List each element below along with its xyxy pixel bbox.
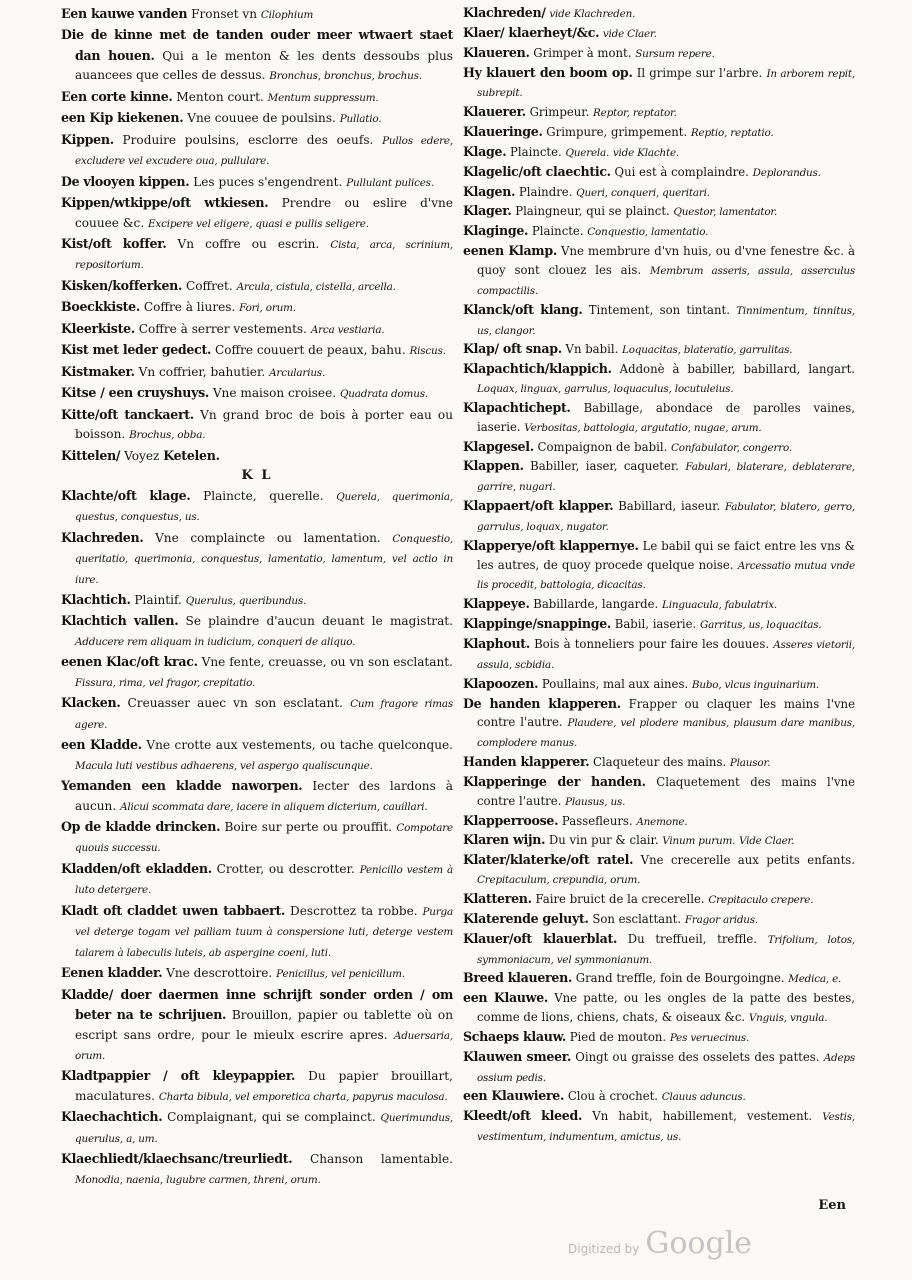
entry-latin: vide Klachreden. [549,8,636,20]
entry-latin: In arborem repit, subrepit. [477,67,855,100]
entry-headword: Kippen. [61,131,114,147]
entry-french: Vne membrure d'vn huis, ou d'vne fenestre &c. à quoy sont clouez les ais. [477,244,855,277]
entry-headword: Kladtpappier / oft kleypappier. [61,1068,296,1084]
entry-headword: Klagen. [463,183,516,199]
entry-french: Fronset vn [191,7,258,21]
dictionary-entry [463,202,855,222]
entry-french: Babillard, iaseur. [618,499,721,514]
entry-headword: eenen Klamp. [463,243,557,259]
entry-latin: Quadrata domus. [339,388,428,401]
dictionary-entry [61,362,453,383]
entry-french: Vne maison croisee. [212,386,337,401]
entry-french: Claquetement des mains l'vne contre l'autre. [477,774,856,808]
dictionary-entry [61,108,453,129]
dictionary-entry [61,234,453,276]
entry-headword: Klaechachtich. [61,1109,163,1125]
entry-headword: Klaphout. [463,636,530,651]
dictionary-entry [61,859,453,901]
entry-latin: Deplorandus. [752,166,821,179]
entry-french: Plaingneur, qui se plainct. [515,204,670,219]
dictionary-entry [61,985,453,1067]
entry-french: Iecter des lardons à aucun. [75,779,453,813]
entry-headword: Klapgesel. [463,438,534,454]
dictionary-entry [61,735,453,776]
entry-french: Coffre couuert de peaux, bahu. [214,343,406,358]
entry-latin: Queri, conqueri, queritari. [576,186,710,199]
dictionary-entry [463,301,855,341]
entry-headword: een Kladde. [61,737,142,753]
entry-latin: Fragor aridus. [684,913,759,926]
entry-headword: Boeckkiste. [61,299,140,315]
entry-french: Brouillon, papier ou tablette où on escript sans ordre, pour le mieulx escrire apres. [75,1008,453,1042]
entry-latin: Compotare quouis successu. [75,821,453,855]
dictionary-entry [463,183,855,203]
dictionary-entry [61,1149,453,1190]
entry-headword: Klagelic/oft claechtic. [463,163,611,179]
entry-headword: Klachreden/ [463,5,546,20]
entry-latin: Vide Claer. [738,835,795,848]
dictionary-entry [463,64,855,104]
dictionary-entry [61,405,453,446]
entry-headword: Klacken. [61,695,121,711]
entry-headword: Op de kladde drincken. [61,818,221,834]
dictionary-entry [463,143,855,163]
entry-french: Vn babil. [565,342,619,357]
dictionary-entry [463,123,855,143]
entry-headword: Klaueren. [463,44,530,60]
entry-french: Vne complaincte ou lamentation. [155,530,381,545]
dictionary-entry [463,969,855,989]
entry-latin: vide Claer. [602,27,657,40]
entry-headword: Kist met leder gedect. [61,342,212,358]
entry-french: Les puces s'engendrent. [193,174,343,189]
dictionary-entry [463,675,855,695]
entry-latin: Querulus, queribundus. [185,594,307,607]
entry-french: Vne patte, ou les ongles de la patte des bestes, comme de lions, chiens, chats, & oiseaux &c. [477,991,855,1025]
dictionary-entry [463,340,855,360]
entry-latin: Garritus, us, loquacitas. [700,619,822,632]
entry-french: Plaincte. [531,224,584,239]
entry-headword: Kleerkiste. [61,320,135,336]
dictionary-entry [463,635,855,675]
dictionary-entry [463,1028,855,1048]
dictionary-entry [61,383,453,404]
entry-french: Vne crecerelle aux petits enfants. [640,853,855,868]
entry-headword: Klapperye/oft klappernye. [463,537,639,553]
entry-french: Produire poulsins, esclorre des oeufs. [122,132,374,147]
entry-french: Crotter, ou descrotter. [216,861,355,876]
entry-headword: Klappen. [463,458,524,474]
digitized-watermark [568,1226,752,1261]
entry-french: Descrottez ta robbe. [290,903,418,918]
entry-latin: Conquestio, lamentatio. [587,226,709,239]
entry-headword: Kleedt/oft kleed. [463,1108,583,1124]
entry-headword: Klachreden. [61,529,144,545]
entry-latin: Arcularius. [269,366,326,379]
entry-french: Coffre à serrer vestements. [138,321,307,336]
entry-french: Babiller, iaser, caqueter. [530,459,679,474]
entry-latin: Anemone. [636,815,688,828]
entry-french: Babillarde, langarde. [533,597,659,612]
entry-headword: Een corte kinne. [61,88,173,104]
entry-latin: Penicillus, vel penicillum. [276,968,405,981]
entry-french: Babillage, abondace de parolles vaines, iaserie. [477,400,855,434]
entry-headword: Klapperinge der handen. [463,773,646,789]
entry-french: Chanson lamentable. [309,1152,453,1167]
entry-latin: Macula luti vestibus adhaerens, vel aspergo qualiscunque. [75,759,373,772]
entry-headword: De vlooyen kippen. [61,173,190,189]
entry-latin: Vnguis, vngula. [748,1012,828,1025]
dictionary-entry [61,817,453,859]
entry-latin: Loquax, linguax, garrulus, loquaculus, locutuleius. [477,383,734,396]
section-heading: K L [241,467,273,483]
entry-latin: Confabulator, congerro. [671,441,792,454]
entry-headword: De handen klapperen. [463,695,621,711]
dictionary-entry [61,340,453,361]
entry-headword: Klage. [463,143,507,159]
entry-headword: Klauer/oft klauerblat. [463,930,618,946]
entry-headword: Handen klapperer. [463,754,590,770]
dictionary-entry [463,44,855,64]
entry-french: Plaincte. [510,144,562,159]
entry-latin: Fabulator, blatero, gerro, garrulus, loquax, nugator. [477,501,856,533]
entry-french: Coffret. [185,278,233,293]
entry-french: Oingt ou graisse des osselets des pattes. [575,1049,820,1064]
entry-headword: een Kip kiekenen. [61,110,184,126]
entry-french: Vne fente, creuasse, ou vn son esclatant. [201,655,453,670]
entry-french: Du papier brouillart, maculatures. [75,1069,453,1103]
dictionary-entry [61,486,453,528]
dictionary-entry [463,103,855,123]
entry-latin: Plausus, us. [565,795,626,808]
entry-latin: Vestis, vestimentum, indumentum, amictus, us. [477,1111,855,1144]
dictionary-entry [463,497,855,537]
entry-french: Complaignant, qui se complainct. [167,1110,376,1125]
entry-headword: Een kauwe vanden [61,6,188,21]
entry-french: Vn coffrier, bahutier. [138,364,266,379]
entry-latin: Tinnimentum, tinnitus, us, clangor. [477,304,855,337]
dictionary-entry [463,773,855,812]
dictionary-entry [463,910,855,930]
dictionary-entry [61,4,453,25]
entry-latin: Clauus aduncus. [661,1091,746,1104]
entry-headword: Kitte/oft tanckaert. [61,406,194,422]
entry-french: Clou à crochet. [567,1089,659,1104]
entry-latin: Pullatio. [339,113,382,126]
entry-french: Vne crotte aux vestements, ou tache quelconque. [146,738,453,753]
entry-latin: Cum fragore rimas agere. [75,698,453,731]
entry-french: Boire sur perte ou prouffit. [224,819,392,834]
dictionary-entry [61,446,453,466]
entry-french: Vn habit, habillement, vestement. [592,1109,813,1124]
entry-headword: Klaren wijn. [463,832,546,848]
entry-headword: Klachtich. [61,591,131,607]
dictionary-entry [61,963,453,984]
entry-latin: Plaudere, vel plodere manibus, plausum dare manibus, complodere manus. [477,717,855,750]
entry-latin: Arca vestiaria. [310,323,385,336]
entry-latin: Arcessatio mutua vnde lis procedit, battologia, dicacitas. [477,559,855,592]
entry-headword: Klappeye. [463,596,530,612]
entry-latin: Bubo, vlcus inguinarium. [691,678,819,691]
entry-latin: Fabulari, blaterare, deblaterare, garrire, nugari. [477,461,856,494]
dictionary-entry [463,1048,855,1088]
entry-latin: Verbositas, battologia, argutatio, nugae, arum. [524,421,762,434]
entry-latin: Querela, querimonia, questus, conquestus, us. [75,490,453,524]
entry-latin: Adeps ossium pedis. [477,1051,856,1084]
entry-latin: vide Klachte. [612,146,679,159]
entry-headword: Ketelen. [163,447,220,463]
entry-headword: Klaer/ klaerheyt/&c. [463,24,600,40]
dictionary-entry [463,4,855,24]
entry-latin: Monodia, naenia, lugubre carmen, threni, orum. [75,1173,321,1186]
entry-french: Grand treffle, foin de Bourgoingne. [575,971,785,986]
entry-latin: Bronchus, bronchus, brochus. [269,70,422,83]
entry-french: Plaincte, querelle. [203,488,324,503]
dictionary-entry [463,360,855,399]
entry-latin: Crepitaculo crepere. [708,893,814,906]
dictionary-entry [61,1066,453,1107]
entry-latin: Alicui scommata dare, iacere in aliquem dicterium, cauillari. [120,800,428,813]
dictionary-entry [463,890,855,910]
dictionary-entry [61,776,453,817]
entry-french: Pied de mouton. [569,1029,667,1044]
entry-french: Du vin pur & clair. [548,833,659,848]
dictionary-entry [463,695,855,754]
entry-headword: Klaechliedt/klaechsanc/treurliedt. [61,1151,293,1167]
entry-latin: Sursum repere. [635,47,715,60]
dictionary-entry [463,222,855,242]
entry-headword: Kittelen/ [61,447,121,463]
dictionary-entry [463,595,855,615]
entry-latin: Linguacula, fabulatrix. [662,599,778,612]
entry-french: Vne couuee de poulsins. [187,111,336,126]
entry-latin: Conquestio, queritatio, querimonia, conquestus, lamentatio, lamentum, vel actio in iure. [75,532,453,586]
dictionary-entry [463,812,855,832]
entry-headword: Die de kinne met de tanden ouder meer wtwaert staet dan houen. [61,27,453,63]
entry-headword: Kisken/kofferken. [61,277,183,293]
entry-latin: Trifolium, lotos, symmoniacum, vel symmonianum. [477,933,856,966]
entry-headword: eenen Klac/oft krac. [61,654,198,670]
entry-french: Compaignon de babil. [537,439,668,454]
entry-headword: Klappinge/snappinge. [463,616,612,632]
entry-french: Il grimpe sur l'arbre. [636,65,763,80]
dictionary-entry [61,590,453,611]
entry-headword: Klapperroose. [463,812,559,828]
entry-headword: Kistmaker. [61,363,135,379]
entry-latin: Riscus. [409,345,446,358]
entry-latin: Cista, arca, scrinium, repositorium. [75,238,453,272]
entry-headword: Klaginge. [463,223,529,239]
dictionary-entry [61,901,453,963]
entry-french: Le babil qui se faict entre les vns & les autres, de quoy procede quelque noise. [477,538,856,572]
dictionary-entry [61,693,453,735]
catchword: Een [818,1198,846,1213]
entry-latin: Crepitaculum, crepundia, orum. [477,874,641,887]
entry-latin: Membrum asseris, assula, asserculus compactilis. [477,264,856,297]
dictionary-entry [61,652,453,693]
entry-latin: Querela. [565,146,610,159]
entry-latin: Reptio, reptatio. [690,127,774,140]
entry-french: Vne descrottoire. [166,966,273,981]
dictionary-entry [463,615,855,635]
entry-latin: Aduersaria, orum. [75,1029,453,1062]
entry-latin: Purga vel deterge togam vel palliam tuum à conspersione luti, deterge vestem talarem à labeculis luteis, ab aspergine coeni, luti. [75,905,453,959]
entry-french: Du treffueil, treffle. [627,931,758,946]
dictionary-entry [61,276,453,297]
entry-latin: Fori, orum. [239,302,296,315]
entry-latin: Cilophium [260,9,314,21]
entry-french: Plaindre. [518,184,573,199]
dictionary-entry [463,163,855,183]
entry-latin: Loquacitas, blateratio, garrulitas. [622,344,793,357]
dictionary-entry [463,831,855,851]
entry-headword: Eenen kladder. [61,965,163,981]
entry-latin: Questor, lamentator. [673,206,778,219]
entry-french: Coffre à liures. [143,300,236,315]
entry-headword: Kippen/wtkippe/oft wtkiesen. [61,195,269,211]
entry-french: Menton court. [176,89,264,104]
google-logo: Google [645,1226,753,1261]
entry-latin: Adducere rem aliquam in iudicium, conqueri de aliquo. [75,635,356,648]
entry-headword: Klanck/oft klang. [463,301,583,317]
entry-headword: Klap/ oft snap. [463,341,562,357]
left-column [61,4,453,1190]
entry-headword: Klachte/oft klage. [61,487,191,503]
entry-french: Qui est à complaindre. [614,164,749,179]
entry-latin: Asseres vietorii, assula, scbidia. [477,639,856,671]
entry-headword: Klachtich vallen. [61,613,179,629]
entry-latin: Charta bibula, vel emporetica charta, papyrus maculosa. [158,1090,448,1103]
entry-latin: Pes veruecinus. [669,1031,750,1044]
entry-french: Grimper à mont. [533,45,632,60]
entry-headword: Kladde/ doer daermen inne schrijft sonder orden / om beter na te schrijuen. [61,986,453,1023]
entry-headword: Klager. [463,203,512,219]
entry-latin: Mentum suppressum. [267,91,379,104]
entry-french: Voyez [124,448,160,463]
dictionary-entry [61,193,453,234]
entry-headword: Klauerer. [463,104,526,120]
dictionary-entry [61,87,453,108]
entry-latin: Vinum purum. [662,835,736,848]
entry-french: Faire bruict de la crecerelle. [535,891,705,906]
dictionary-entry [463,457,855,497]
entry-latin: Penicillo vestem à luto detergere. [75,863,453,897]
entry-latin: Arcula, cistula, cistella, arcella. [236,280,396,293]
entry-french: Se plaindre d'aucun deuant le magistrat. [185,614,453,629]
dictionary-entry [463,242,855,301]
entry-headword: Hy klauert den boom op. [463,64,633,80]
entry-headword: Klaterende geluyt. [463,910,589,926]
entry-french: Plaintif. [134,592,182,607]
dictionary-entry [61,319,453,340]
entry-french: Vn coffre ou escrin. [177,236,320,251]
dictionary-entry [61,130,453,172]
entry-latin: Fissura, rima, vel fragor, crepitatio. [75,676,256,689]
entry-headword: Klaueringe. [463,124,543,140]
dictionary-entry [61,528,453,590]
dictionary-entry [463,537,855,596]
dictionary-entry [463,851,855,890]
entry-latin: Pullos edere, excludere vel excudere oua, pullulare. [75,134,453,168]
entry-headword: Kist/oft koffer. [61,235,167,251]
entry-french: Grimpure, grimpement. [546,125,688,140]
entry-headword: Kladden/oft ekladden. [61,860,212,876]
entry-latin: Pullulant pulices. [346,176,434,189]
entry-latin: Querimundus, querulus, a, um. [75,1112,453,1145]
entry-french: Tintement, son tintant. [588,302,730,317]
entry-latin: Excipere vel eligere, quasi e pullis seligere. [148,217,369,230]
dictionary-entry [463,24,855,44]
entry-french: Frapper ou claquer les mains l'vne contre l'autre. [477,696,855,730]
entry-headword: Kitse / een cruyshuys. [61,385,209,401]
entry-latin: Medica, e. [788,973,842,986]
dictionary-entry [61,297,453,318]
dictionary-entry [463,753,855,773]
entry-headword: Breed klaueren. [463,970,573,986]
entry-headword: Kladt oft claddet uwen tabbaert. [61,902,286,918]
entry-french: Addonè à babiller, babillard, langart. [619,362,856,377]
dictionary-entry [61,172,453,193]
entry-french: Qui a le menton & les dents dessoubs plus auancees que celles de dessus. [75,48,453,83]
entry-french: Prendre ou eslire d'vne couuee &c. [75,196,453,230]
dictionary-entry [61,1107,453,1149]
entry-french: Grimpeur. [529,105,590,120]
entry-headword: Klapachtichept. [463,399,571,415]
entry-french: Claqueteur des mains. [593,755,727,770]
entry-french: Son esclattant. [592,911,682,926]
dictionary-entry [61,611,453,652]
entry-french: Vn grand broc de bois à porter eau ou boisson. [75,407,453,442]
dictionary-entry [61,25,453,86]
dictionary-entry [463,1107,855,1147]
dictionary-entry [463,399,855,438]
entry-headword: een Klauwiere. [463,1088,565,1104]
entry-headword: Klauwen smeer. [463,1048,572,1064]
entry-headword: Schaeps klauw. [463,1028,566,1044]
entry-french: Poullains, mal aux aines. [541,676,689,691]
entry-french: Passefleurs. [561,813,633,828]
dictionary-entry [463,438,855,458]
entry-headword: Klapoozen. [463,675,539,691]
entry-headword: Klatteren. [463,890,532,906]
dictionary-entry [463,989,855,1028]
entry-latin: Plausor. [729,757,771,770]
entry-headword: Klater/klaterke/oft ratel. [463,852,634,868]
entry-headword: een Klauwe. [463,990,549,1006]
entry-latin: Reptor, reptator. [593,107,677,120]
right-column [463,4,855,1147]
entry-french: Babil, iaserie. [614,617,697,632]
entry-headword: Klappaert/oft klapper. [463,498,614,514]
entry-latin: Brochus, obba. [129,429,206,442]
entry-headword: Yemanden een kladde naworpen. [61,778,303,794]
dictionary-entry [463,1087,855,1107]
entry-headword: Klapachtich/klappich. [463,361,612,377]
dictionary-entry [463,930,855,970]
entry-french: Bois à tonneliers pour faire les douues. [534,637,770,651]
watermark-prefix: Digitized by [568,1242,640,1256]
entry-french: Creuasser auec vn son esclatant. [127,696,344,711]
